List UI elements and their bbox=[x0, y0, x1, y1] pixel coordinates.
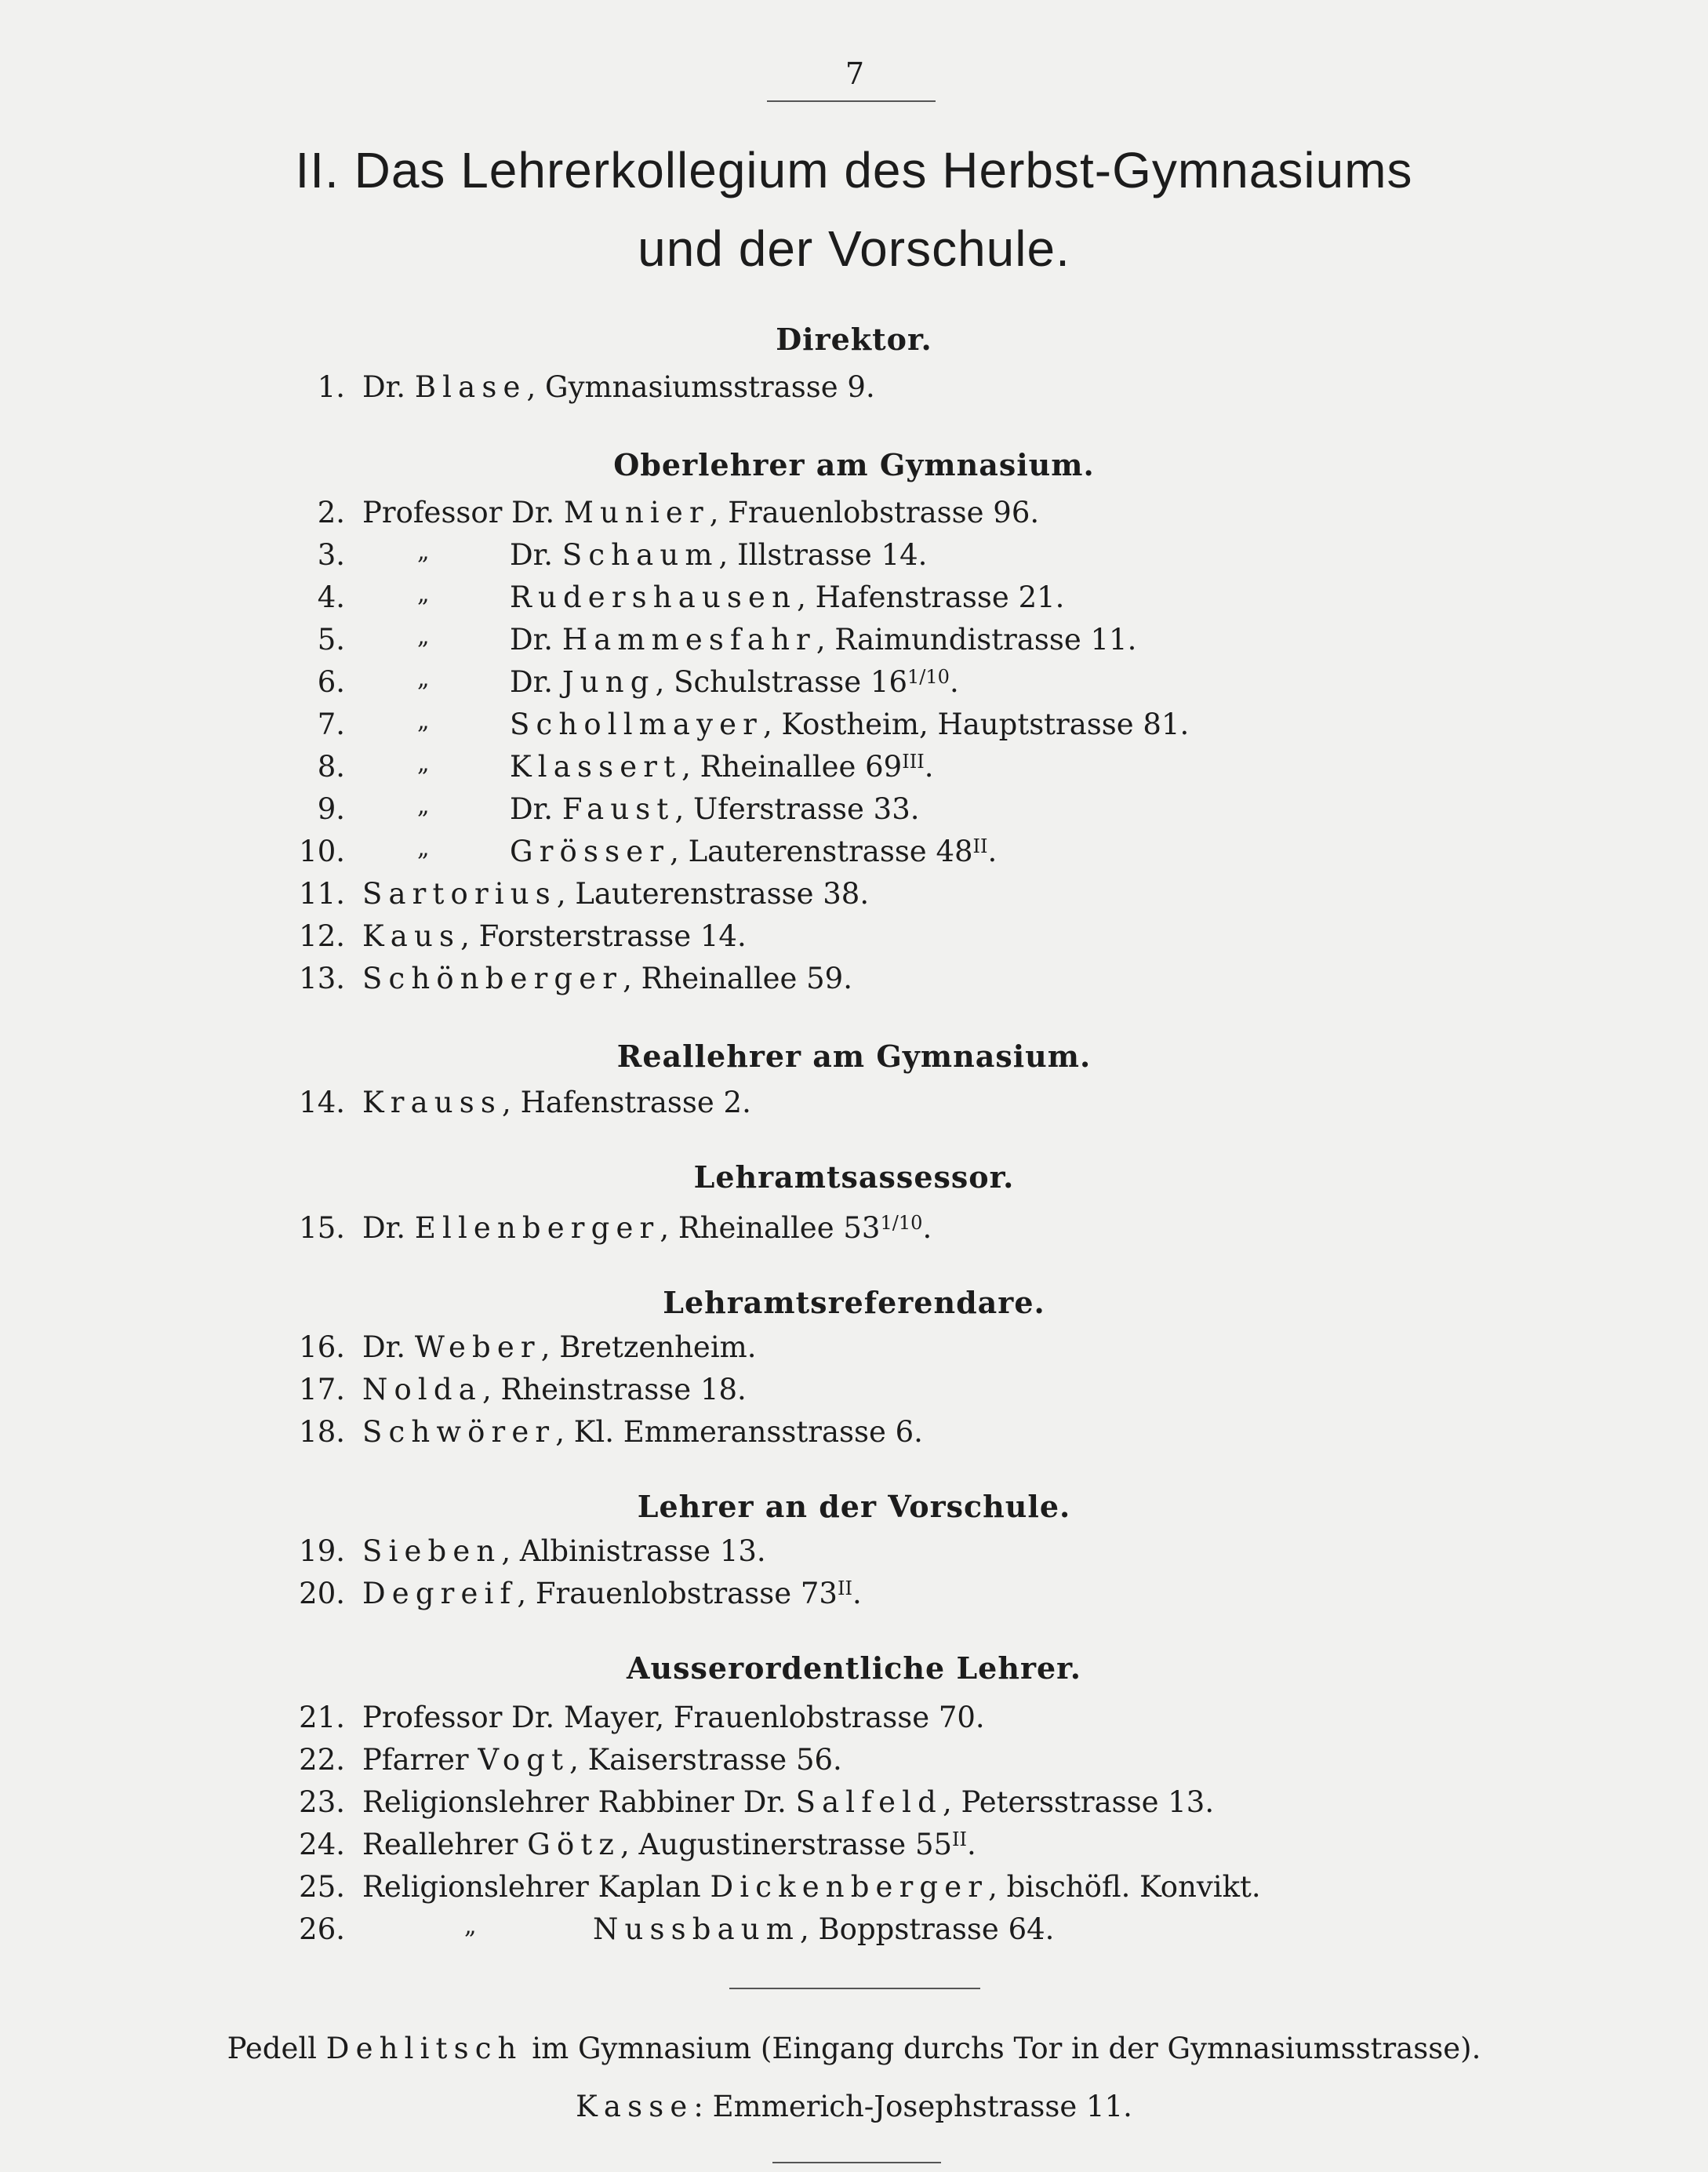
entry-address: , Petersstrasse 13. bbox=[942, 1785, 1215, 1819]
heading-oberlehrer: Oberlehrer am Gymnasium. bbox=[613, 447, 1095, 482]
kasse-address: : Emmerich-Josephstrasse 11. bbox=[693, 2090, 1132, 2123]
bottom-rule bbox=[772, 2162, 941, 2163]
entry-name: Rudershausen bbox=[510, 580, 798, 614]
entry-name: Schönberger bbox=[362, 962, 623, 995]
entry-address: , Boppstrasse 64. bbox=[799, 1912, 1055, 1946]
entry-address: , Kaiserstrasse 56. bbox=[569, 1743, 842, 1777]
entry-number: 7. bbox=[317, 708, 345, 741]
pedell-name: Dehlitsch bbox=[325, 2032, 523, 2065]
entry-number: 4. bbox=[317, 580, 345, 614]
entry-number: 6. bbox=[317, 665, 345, 699]
entry-end: . bbox=[852, 1577, 862, 1610]
ditto-mark: „ bbox=[417, 792, 430, 820]
entry-address: , Lauterenstrasse 48 bbox=[670, 835, 973, 868]
entry-name: Jung bbox=[561, 665, 656, 699]
footer-separator bbox=[729, 1988, 980, 1989]
entry-number: 21. bbox=[299, 1701, 345, 1734]
page-title-line-1: II. Das Lehrerkollegium des Herbst-Gymnasiums bbox=[295, 142, 1413, 198]
page-number-rule-top bbox=[767, 100, 936, 102]
entry-number: 10. bbox=[299, 835, 345, 868]
entry-end: . bbox=[922, 1211, 932, 1245]
entry-end: . bbox=[967, 1828, 976, 1861]
entry-number: 23. bbox=[299, 1785, 345, 1819]
entry-address: , Illstrasse 14. bbox=[718, 538, 928, 572]
entry-number: 22. bbox=[299, 1743, 345, 1777]
entry-name: Schollmayer bbox=[510, 708, 764, 741]
entry-name: Weber bbox=[414, 1330, 541, 1364]
entry-address: , Frauenlobstrasse 73 bbox=[517, 1577, 838, 1610]
entry-address: , Albinistrasse 13. bbox=[501, 1534, 766, 1568]
entry-address: , Rheinallee 69 bbox=[681, 750, 903, 784]
entry-prefix: Dr. bbox=[510, 792, 554, 826]
entry-name: Sartorius bbox=[362, 877, 557, 911]
entry-prefix: Pfarrer bbox=[362, 1743, 469, 1777]
kasse-line bbox=[0, 2090, 1708, 2123]
entry-end: . bbox=[949, 665, 959, 699]
ditto-mark: „ bbox=[417, 623, 430, 650]
entry-number: 2. bbox=[317, 496, 345, 529]
entry-name: Faust bbox=[561, 792, 675, 826]
entry-name: Schwörer bbox=[362, 1415, 556, 1449]
entry-name: Blase bbox=[414, 370, 527, 404]
entry-name: Sieben bbox=[362, 1534, 502, 1568]
ditto-mark: „ bbox=[417, 665, 430, 693]
ditto-mark: „ bbox=[417, 708, 430, 735]
heading-referendare: Lehramtsreferendare. bbox=[663, 1285, 1045, 1320]
heading-reallehrer: Reallehrer am Gymnasium. bbox=[616, 1039, 1092, 1074]
entry-name: Nolda bbox=[362, 1373, 482, 1406]
entry-name: Krauss bbox=[362, 1086, 503, 1119]
kasse-label: Kasse bbox=[576, 2090, 694, 2123]
entry-name: Kaus bbox=[362, 919, 461, 953]
entry-name: Grösser bbox=[510, 835, 670, 868]
entry-number: 15. bbox=[299, 1211, 345, 1245]
pedell-prefix: Pedell bbox=[227, 2032, 318, 2065]
entry-number: 24. bbox=[299, 1828, 345, 1861]
entry-number: 17. bbox=[299, 1373, 345, 1406]
entry-prefix: Dr. bbox=[510, 538, 554, 572]
heading-vorschule: Lehrer an der Vorschule. bbox=[637, 1489, 1071, 1524]
heading-direktor: Direktor. bbox=[776, 322, 932, 357]
entry-prefix: Professor Dr. Mayer bbox=[362, 1701, 656, 1734]
entry-name: Götz bbox=[527, 1828, 621, 1861]
entry-number: 19. bbox=[299, 1534, 345, 1568]
entry-superscript: 1/10 bbox=[880, 1212, 923, 1235]
entry-prefix: Religionslehrer Kaplan bbox=[362, 1870, 701, 1904]
entry-end: . bbox=[924, 750, 934, 784]
entry-number: 9. bbox=[317, 792, 345, 826]
entry-prefix: Dr. bbox=[510, 623, 554, 657]
entry-name: Schaum bbox=[561, 538, 719, 572]
entry-address: , Lauterenstrasse 38. bbox=[556, 877, 870, 911]
entry-prefix: Dr. bbox=[362, 370, 406, 404]
ditto-mark: „ bbox=[417, 750, 430, 777]
entry-number: 11. bbox=[299, 877, 345, 911]
entry-address: , Forsterstrasse 14. bbox=[460, 919, 747, 953]
entry-end: . bbox=[987, 835, 998, 868]
entry-address: , Bretzenheim. bbox=[540, 1330, 757, 1364]
entry-address: , Rheinstrasse 18. bbox=[482, 1373, 747, 1406]
entry-number: 18. bbox=[299, 1415, 345, 1449]
entry-number: 3. bbox=[317, 538, 345, 572]
entry-number: 8. bbox=[317, 750, 345, 784]
entry-number: 16. bbox=[299, 1330, 345, 1364]
entry-address: , Hafenstrasse 2. bbox=[502, 1086, 751, 1119]
ditto-mark: „ bbox=[417, 835, 430, 862]
entry-number: 14. bbox=[299, 1086, 345, 1119]
entry-address: , bischöfl. Konvikt. bbox=[988, 1870, 1261, 1904]
heading-assessor: Lehramtsassessor. bbox=[693, 1159, 1015, 1195]
pedell-line bbox=[0, 2032, 1708, 2065]
entry-address: , Frauenlobstrasse 70. bbox=[655, 1701, 985, 1734]
entry-prefix: Religionslehrer Rabbiner Dr. bbox=[362, 1785, 787, 1819]
entry-name: Munier bbox=[563, 496, 710, 529]
ditto-mark: „ bbox=[417, 538, 430, 566]
entry-prefix: Professor Dr. bbox=[362, 496, 555, 529]
entry-prefix: Dr. bbox=[362, 1211, 406, 1245]
entry-superscript: II bbox=[952, 1828, 968, 1851]
entry-address: , Frauenlobstrasse 96. bbox=[709, 496, 1040, 529]
entry-superscript: II bbox=[837, 1577, 852, 1600]
entry-number: 12. bbox=[299, 919, 345, 953]
entry-number: 20. bbox=[299, 1577, 345, 1610]
entry-address: , Gymnasiumsstrasse 9. bbox=[526, 370, 875, 404]
entry-address: , Rheinallee 53 bbox=[660, 1211, 881, 1245]
entry-prefix: Dr. bbox=[362, 1330, 406, 1364]
page-title-line-2: und der Vorschule. bbox=[638, 220, 1070, 277]
entry-address: , Schulstrasse 16 bbox=[655, 665, 907, 699]
entry-address: , Raimundistrasse 11. bbox=[816, 623, 1137, 657]
entry-address: , Rheinallee 59. bbox=[623, 962, 852, 995]
entry-prefix: Reallehrer bbox=[362, 1828, 518, 1861]
ditto-mark: „ bbox=[417, 580, 430, 608]
entry-name: Nussbaum bbox=[593, 1912, 800, 1946]
entry-name: Hammesfahr bbox=[561, 623, 816, 657]
ditto-mark: „ bbox=[464, 1912, 477, 1940]
page-number: 7 bbox=[845, 56, 865, 91]
entry-name: Dickenberger bbox=[710, 1870, 989, 1904]
pedell-text: im Gymnasium (Eingang durchs Tor in der Gymnasiumsstrasse). bbox=[532, 2032, 1481, 2065]
entry-number: 5. bbox=[317, 623, 345, 657]
entry-number: 1. bbox=[317, 370, 345, 404]
entry-address: , Augustinerstrasse 55 bbox=[620, 1828, 953, 1861]
entry-address: , Hafenstrasse 21. bbox=[797, 580, 1065, 614]
heading-ausserordentliche: Ausserordentliche Lehrer. bbox=[627, 1650, 1081, 1686]
entry-superscript: II bbox=[972, 835, 988, 858]
entry-address: , Kostheim, Hauptstrasse 81. bbox=[763, 708, 1190, 741]
entry-number: 13. bbox=[299, 962, 345, 995]
entry-superscript: III bbox=[902, 751, 925, 773]
entry-number: 26. bbox=[299, 1912, 345, 1946]
entry-address: , Uferstrasse 33. bbox=[674, 792, 920, 826]
entry-name: Ellenberger bbox=[414, 1211, 660, 1245]
entry-superscript: 1/10 bbox=[907, 666, 950, 689]
entry-address: , Kl. Emmeransstrasse 6. bbox=[555, 1415, 923, 1449]
entry-number: 25. bbox=[299, 1870, 345, 1904]
entry-name: Vogt bbox=[478, 1743, 570, 1777]
entry-prefix: Dr. bbox=[510, 665, 554, 699]
entry-name: Salfeld bbox=[795, 1785, 943, 1819]
entry-name: Degreif bbox=[362, 1577, 518, 1610]
entry-name: Klassert bbox=[510, 750, 682, 784]
